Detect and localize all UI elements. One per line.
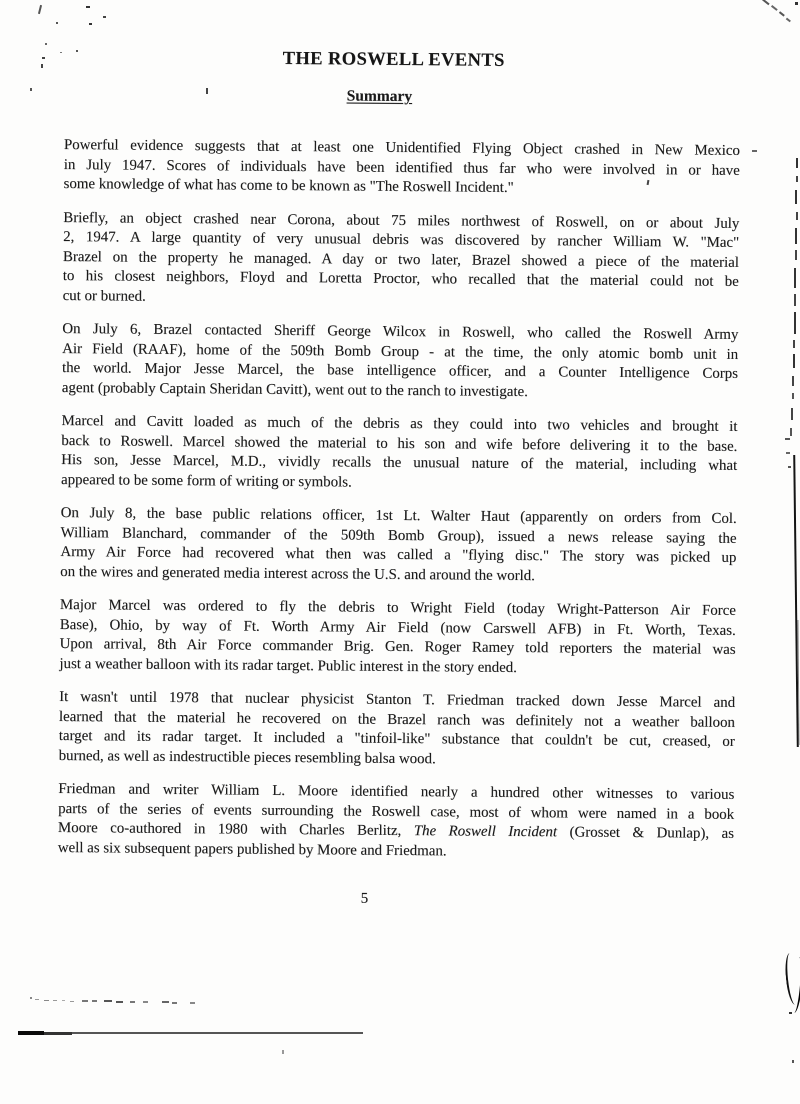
scan-mark: [41, 64, 43, 68]
scan-mark: [794, 268, 796, 288]
text-line: Powerful evidence suggests that at least one Unidentified Flying Object crashed in New Mexico: [63, 137, 740, 159]
scan-mark: [62, 1000, 65, 1001]
scan-mark: [796, 212, 798, 220]
paragraph: [61, 412, 738, 496]
scan-mark: [785, 438, 790, 440]
section-heading-summary: Summary: [346, 87, 413, 106]
scan-mark: [786, 452, 790, 454]
page-number: 5: [360, 890, 369, 907]
scan-mark: [44, 1000, 49, 1001]
scan-mark: [790, 428, 792, 436]
scan-mark: [792, 393, 794, 399]
scan-mark: [143, 1001, 148, 1003]
scan-mark: [794, 294, 796, 306]
text-line: learned that the material he recovered on the Brazel ranch was definitely not a weather balloon: [58, 708, 735, 731]
scan-mark: [44, 1032, 72, 1035]
paragraph: [63, 136, 739, 200]
scan-mark: [793, 354, 795, 368]
scan-mark: [788, 466, 791, 468]
scan-mark: [795, 250, 797, 260]
scan-mark: [18, 1031, 44, 1035]
scan-mark: [45, 43, 47, 45]
scan-mark: [795, 2, 798, 5]
scan-mark: [792, 376, 794, 386]
scan-mark: [190, 1002, 195, 1004]
text-line: on the wires and generated media interest across the U.S. and around the world.: [60, 563, 535, 584]
scan-mark: [70, 1001, 74, 1002]
text-line: Major Marcel was ordered to fly the debris to Wright Field (today Wright-Patterson Air Force: [59, 596, 736, 619]
paragraph: [63, 208, 740, 311]
scan-mark: [72, 1032, 363, 1034]
text-line: William Blanchard, commander of the 509th Bomb Group), issued a news release saying the: [60, 524, 737, 547]
scan-mark: [53, 1000, 57, 1001]
scan-mark: [130, 1001, 135, 1003]
scan-mark: [791, 408, 793, 420]
text-line: back to Roswell. Marcel showed the material to his son and wife before delivering it to the base.: [61, 432, 738, 455]
page-title: THE ROSWELL EVENTS: [282, 48, 505, 71]
scan-mark: [30, 88, 32, 91]
text-line: some knowledge of what has come to be known as "The Roswell Incident.": [63, 175, 514, 196]
text-line: Brazel on the property he managed. A day or two later, Brazel showed a piece of the material: [62, 248, 740, 271]
scan-mark: [796, 176, 798, 182]
paragraph: [60, 504, 737, 588]
scan-mark: [35, 999, 39, 1000]
book-title-text: The Roswell Incident: [413, 823, 558, 841]
scan-mark: [42, 57, 45, 59]
text-line: It wasn't until 1978 that nuclear physicist Stanton T. Friedman tracked down Jesse Marcel and: [59, 688, 736, 711]
text-line: On July 8, the base public relations officer, 1st Lt. Walter Haut (apparently on orders from Col.: [60, 504, 737, 527]
scan-mark: [60, 52, 62, 53]
scan-mark: [103, 16, 106, 18]
scan-mark: [56, 22, 58, 24]
scan-mark: [797, 620, 799, 745]
text-line: His son, Jesse Marcel, M.D., vividly recalls the unusual nature of the material, including what: [61, 451, 738, 474]
text-line: 2, 1947. A large quantity of very unusual debris was discovered by rancher William W. "Mac": [63, 228, 740, 251]
text-line: in July 1947. Scores of individuals have been identified thus far who were involved in or have: [63, 156, 740, 179]
scan-mark: [172, 1002, 177, 1004]
scan-mark: [82, 1000, 88, 1002]
scan-mark: [86, 6, 90, 8]
scan-mark: [796, 158, 798, 168]
text-segment: (Grosset & Dunlap), as: [556, 824, 735, 842]
scan-mark: [76, 50, 78, 52]
scan-mark: [92, 1000, 97, 1002]
paragraph: [59, 596, 736, 680]
text-line: well as six subsequent papers published by Moore and Friedman.: [57, 839, 447, 859]
text-line: Base), Ohio, by way of Ft. Worth Army Air Field (now Carswell AFB) in Ft. Worth, Texas.: [59, 616, 736, 639]
paragraph: [62, 320, 739, 404]
text-line: Marcel and Cavitt loaded as much of the debris as they could into two vehicles and brought it: [61, 412, 738, 435]
text-line: the world. Major Jesse Marcel, the base intelligence officer, and a Counter Intelligence Corps: [61, 359, 739, 382]
text-line: On July 6, Brazel contacted Sheriff George Wilcox in Roswell, who called the Roswell Army: [62, 320, 739, 343]
text-line: target and its radar target. It included a "tinfoil-like" substance that couldn't be cut, creased, or: [58, 727, 735, 750]
scan-mark: [116, 1001, 123, 1003]
scan-mark: [795, 190, 797, 204]
text-segment: Moore co-authored in 1980 with Charles Berlitz,: [57, 819, 414, 840]
text-line: cut or burned.: [62, 287, 146, 305]
scan-mark: [30, 997, 32, 999]
scan-mark: [795, 228, 797, 244]
scan-mark: [789, 1012, 792, 1014]
scan-mark: [162, 1001, 169, 1003]
scan-mark: [792, 1060, 794, 1063]
text-line: to his closest neighbors, Floyd and Loretta Proctor, who recalled that the material could not be: [62, 267, 739, 290]
text-line: parts of the series of events surrounding the Roswell case, most of whom were named in a book: [58, 800, 735, 823]
document-body: [58, 136, 740, 878]
scan-mark: [206, 88, 208, 94]
text-line: appeared to be some form of writing or symbols.: [60, 471, 352, 491]
scan-mark: [793, 340, 795, 348]
text-line: Briefly, an object crashed near Corona, about 75 miles northwest of Roswell, on or about July: [63, 209, 740, 232]
text-line: burned, as well as indestructible pieces resembling balsa wood.: [58, 747, 436, 767]
scan-mark: [282, 1050, 284, 1054]
scan-mark: [794, 312, 796, 334]
text-line: agent (probably Captain Sheridan Cavitt), went out to the ranch to investigate.: [61, 379, 528, 400]
paragraph: [58, 780, 735, 864]
text-line: Army Air Force had recovered what then was called a "flying disc." The story was picked up: [60, 543, 737, 566]
paragraph: [59, 688, 736, 772]
scan-mark: [762, 0, 769, 5]
text-line: just a weather balloon with its radar target. Public interest in the story ended.: [59, 655, 517, 676]
text-line: Air Field (RAAF), home of the 509th Bomb Group - at the time, the only atomic bomb unit in: [62, 340, 739, 363]
text-line: Friedman and writer William L. Moore identified nearly a hundred other witnesses to various: [58, 780, 735, 803]
scan-mark: [89, 23, 92, 25]
text-line: Upon arrival, 8th Air Force commander Brig. Gen. Roger Ramey told reporters the material was: [59, 635, 736, 658]
scan-mark: [752, 150, 757, 152]
scan-mark: [104, 1000, 112, 1002]
